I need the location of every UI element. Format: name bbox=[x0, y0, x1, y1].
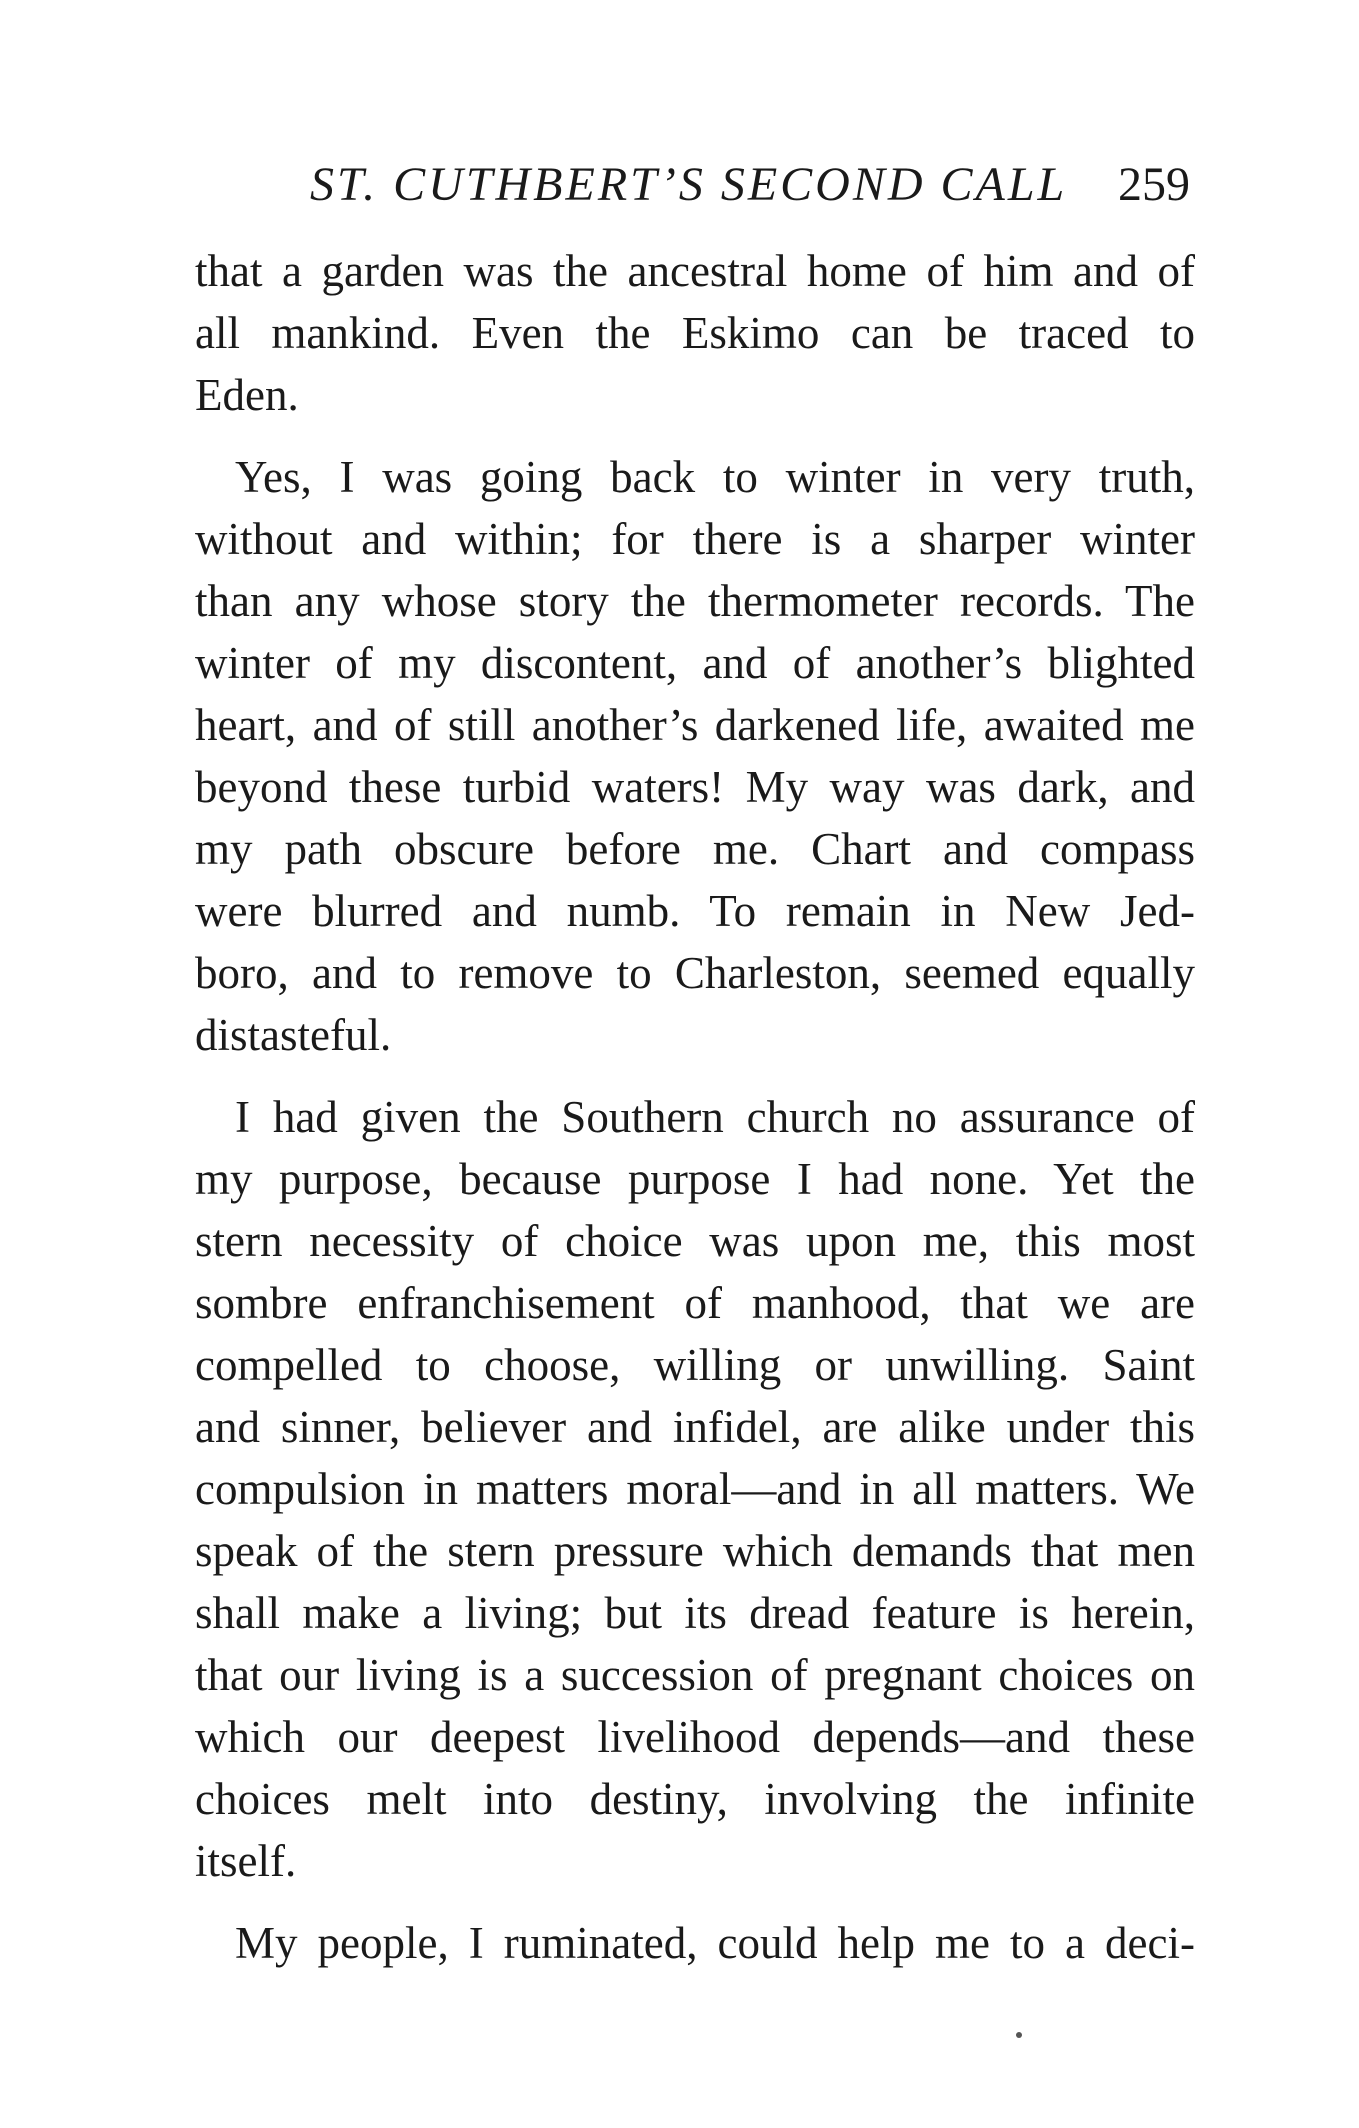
text-line: speak of the stern pressure which demands that men bbox=[195, 1526, 1195, 1576]
running-title: ST. CUTHBERT’S SECOND CALL bbox=[310, 158, 1068, 211]
text-line: my purpose, because purpose I had none. Yet the bbox=[195, 1154, 1195, 1204]
text-line: and sinner, believer and infidel, are alike under this bbox=[195, 1402, 1195, 1452]
page-number: 259 bbox=[1118, 158, 1190, 211]
text-line: beyond these turbid waters! My way was dark, and bbox=[195, 762, 1195, 812]
body-text bbox=[195, 240, 1195, 1994]
text-line: compulsion in matters moral—and in all matters. We bbox=[195, 1464, 1195, 1514]
text-line: sombre enfranchisement of manhood, that we are bbox=[195, 1278, 1195, 1328]
text-line: Eden. bbox=[195, 370, 299, 420]
text-line: which our deepest livelihood depends—and these bbox=[195, 1712, 1195, 1762]
text-line: distasteful. bbox=[195, 1010, 392, 1060]
text-line: shall make a living; but its dread feature is herein, bbox=[195, 1588, 1195, 1638]
text-line: Yes, I was going back to winter in very truth, bbox=[235, 452, 1195, 502]
text-line: choices melt into destiny, involving the infinite bbox=[195, 1774, 1195, 1824]
text-line: My people, I ruminated, could help me to a deci- bbox=[235, 1918, 1195, 1968]
text-line: stern necessity of choice was upon me, this most bbox=[195, 1216, 1195, 1266]
text-line: my path obscure before me. Chart and compass bbox=[195, 824, 1195, 874]
text-line: without and within; for there is a sharper winter bbox=[195, 514, 1195, 564]
text-line: boro, and to remove to Charleston, seemed equally bbox=[195, 948, 1195, 998]
text-line: I had given the Southern church no assurance of bbox=[235, 1092, 1195, 1142]
paragraph bbox=[195, 1912, 1195, 1974]
ink-speck bbox=[1016, 2032, 1022, 2038]
paragraph bbox=[195, 1086, 1195, 1892]
text-line: heart, and of still another’s darkened life, awaited me bbox=[195, 700, 1195, 750]
text-line: that a garden was the ancestral home of him and of bbox=[195, 246, 1195, 296]
text-line: all mankind. Even the Eskimo can be traced to bbox=[195, 308, 1195, 358]
text-line: were blurred and numb. To remain in New Jed- bbox=[195, 886, 1195, 936]
paragraph bbox=[195, 240, 1195, 426]
running-head bbox=[310, 150, 1190, 220]
text-line: that our living is a succession of pregnant choices on bbox=[195, 1650, 1195, 1700]
text-line: itself. bbox=[195, 1836, 297, 1886]
text-line: compelled to choose, willing or unwilling. Saint bbox=[195, 1340, 1195, 1390]
text-line: than any whose story the thermometer records. The bbox=[195, 576, 1195, 626]
text-line: winter of my discontent, and of another’s blighted bbox=[195, 638, 1195, 688]
paragraph bbox=[195, 446, 1195, 1066]
